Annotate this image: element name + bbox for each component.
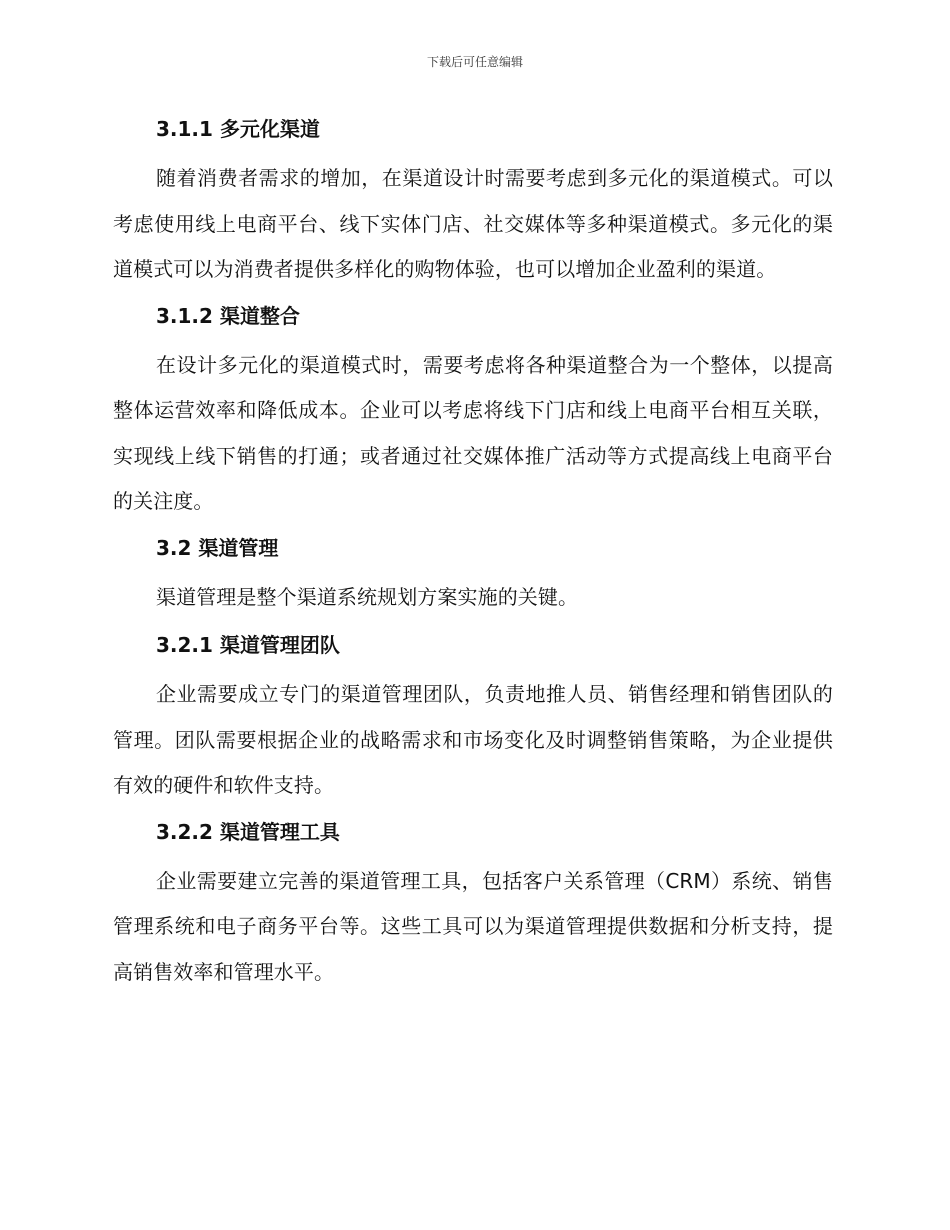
document-body bbox=[113, 112, 833, 1001]
header-note: 下载后可任意编辑 bbox=[426, 55, 523, 69]
section-paragraph-3-2-1: 企业需要成立专门的渠道管理团队，负责地推人员、销售经理和销售团队的管理。团队需要根据企业的战略需求和市场变化及时调整销售策略，为企业提供有效的硬件和软件支持。 bbox=[113, 682, 833, 797]
section-paragraph-3-1-2: 在设计多元化的渠道模式时，需要考虑将各种渠道整合为一个整体，以提高整体运营效率和降低成本。企业可以考虑将线下门店和线上电商平台相互关联，实现线上线下销售的打通；或者通过社交媒体推广活动等方式提高线上电商平台的关注度。 bbox=[113, 352, 833, 513]
section-heading-3-1-2: 3.1.2 渠道整合 bbox=[156, 303, 300, 328]
section-heading-3-1-1: 3.1.1 多元化渠道 bbox=[156, 117, 320, 141]
section-heading-3-2-1: 3.2.1 渠道管理团队 bbox=[156, 633, 340, 657]
section-heading-3-2-2: 3.2.2 渠道管理工具 bbox=[156, 819, 340, 844]
section-paragraph-3-2: 渠道管理是整个渠道系统规划方案实施的关键。 bbox=[156, 584, 579, 609]
section-paragraph-3-1-1: 随着消费者需求的增加，在渠道设计时需要考虑到多元化的渠道模式。可以考虑使用线上电商平台、线下实体门店、社交媒体等多种渠道模式。多元化的渠道模式可以为消费者提供多样化的购物体验，也可以增加企业盈利的渠道。 bbox=[113, 166, 833, 281]
section-paragraph-3-2-2: 企业需要建立完善的渠道管理工具，包括客户关系管理（CRM）系统、销售管理系统和电子商务平台等。这些工具可以为渠道管理提供数据和分析支持，提高销售效率和管理水平。 bbox=[113, 868, 833, 984]
section-heading-3-2: 3.2 渠道管理 bbox=[156, 535, 279, 560]
